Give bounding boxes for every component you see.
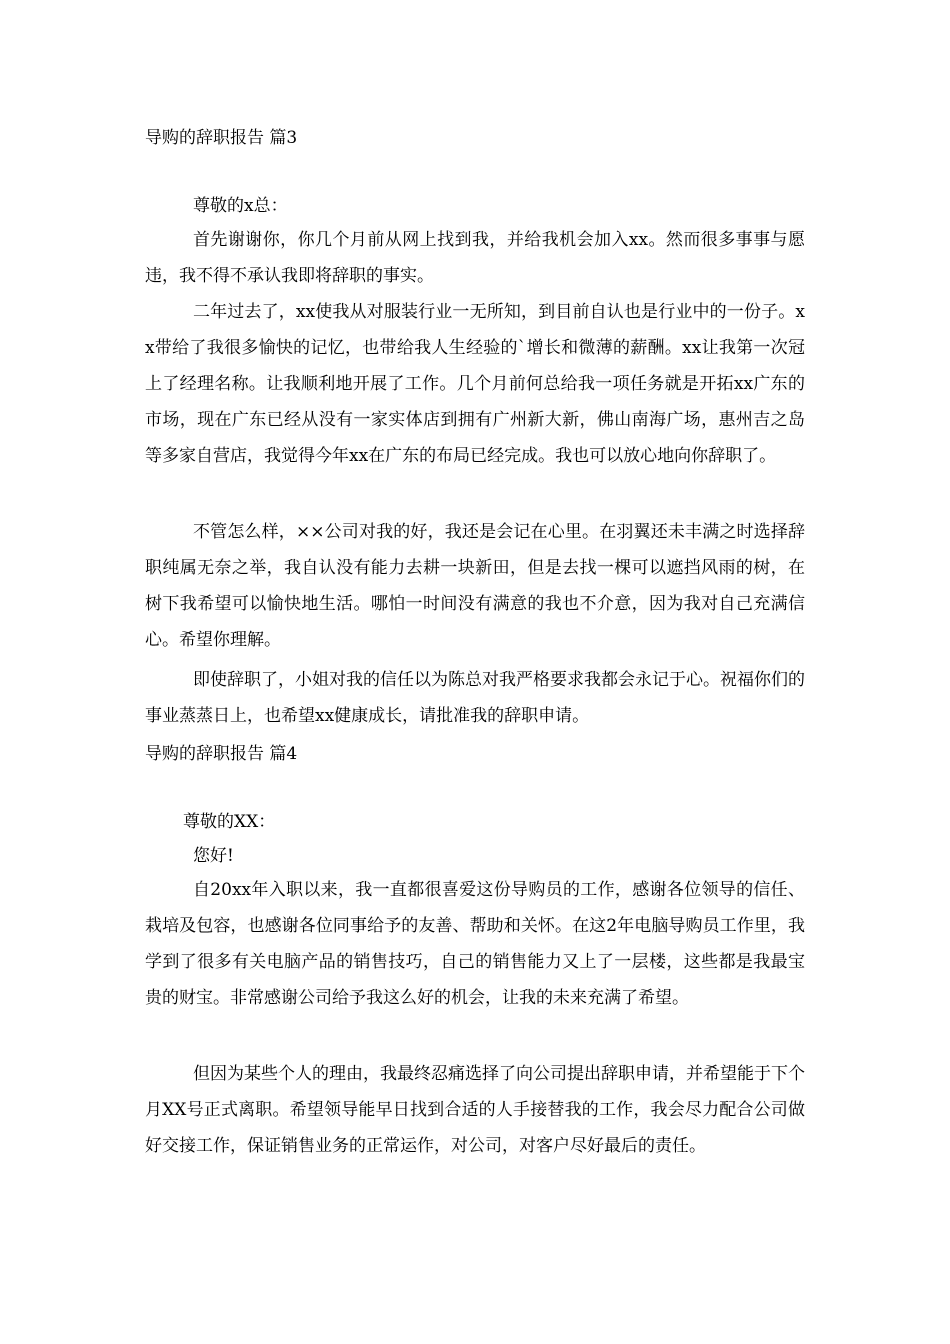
section-3-paragraph-4: 即使辞职了，小姐对我的信任以为陈总对我严格要求我都会永记于心。祝福你们的事业蒸蒸日上，也希望xx健康成长，请批准我的辞职申请。 bbox=[145, 670, 805, 726]
section-4-paragraph-1: 自20xx年入职以来，我一直都很喜爱这份导购员的工作，感谢各位领导的信任、栽培及包容，也感谢各位同事给予的友善、帮助和关怀。在这2年电脑导购员工作里，我学到了很多有关电脑产品的销售技巧，自己的销售能力又上了一层楼，这些都是我最宝贵的财宝。非常感谢公司给予我这么好的机会，让我的未来充满了希望。 bbox=[145, 880, 805, 1008]
section-3-title: 导购的辞职报告 篇3 bbox=[145, 128, 298, 148]
section-3-paragraph-3: 不管怎么样，××公司对我的好，我还是会记在心里。在羽翼还未丰满之时选择辞职纯属无奈之举，我自认没有能力去耕一块新田，但是去找一棵可以遮挡风雨的树，在树下我希望可以愉快地生活。哪怕一时间没有满意的我也不介意，因为我对自己充满信心。希望你理解。 bbox=[145, 522, 805, 650]
section-3-paragraph-1: 首先谢谢你，你几个月前从网上找到我，并给我机会加入xx。然而很多事事与愿违，我不得不承认我即将辞职的事实。 bbox=[145, 230, 805, 286]
section-4-greeting: 您好! bbox=[193, 846, 234, 866]
section-3-salutation: 尊敬的x总： bbox=[193, 196, 288, 216]
section-4-paragraph-2: 但因为某些个人的理由，我最终忍痛选择了向公司提出辞职申请，并希望能于下个月XX号正式离职。希望领导能早日找到合适的人手接替我的工作，我会尽力配合公司做好交接工作，保证销售业务的正常运作，对公司，对客户尽好最后的责任。 bbox=[145, 1064, 805, 1156]
section-4-salutation: 尊敬的XX： bbox=[183, 812, 276, 832]
section-3-paragraph-2: 二年过去了，xx使我从对服装行业一无所知，到目前自认也是行业中的一份子。xx带给了我很多愉快的记忆，也带给我人生经验的`增长和微薄的薪酬。xx让我第一次冠上了经理名称。让我顺利地开展了工作。几个月前何总给我一项任务就是开拓xx广东的市场，现在广东已经从没有一家实体店到拥有广州新大新，佛山南海广场，惠州吉之岛等多家自营店，我觉得今年xx在广东的布局已经完成。我也可以放心地向你辞职了。 bbox=[145, 302, 805, 466]
section-4-title: 导购的辞职报告 篇4 bbox=[145, 744, 298, 764]
